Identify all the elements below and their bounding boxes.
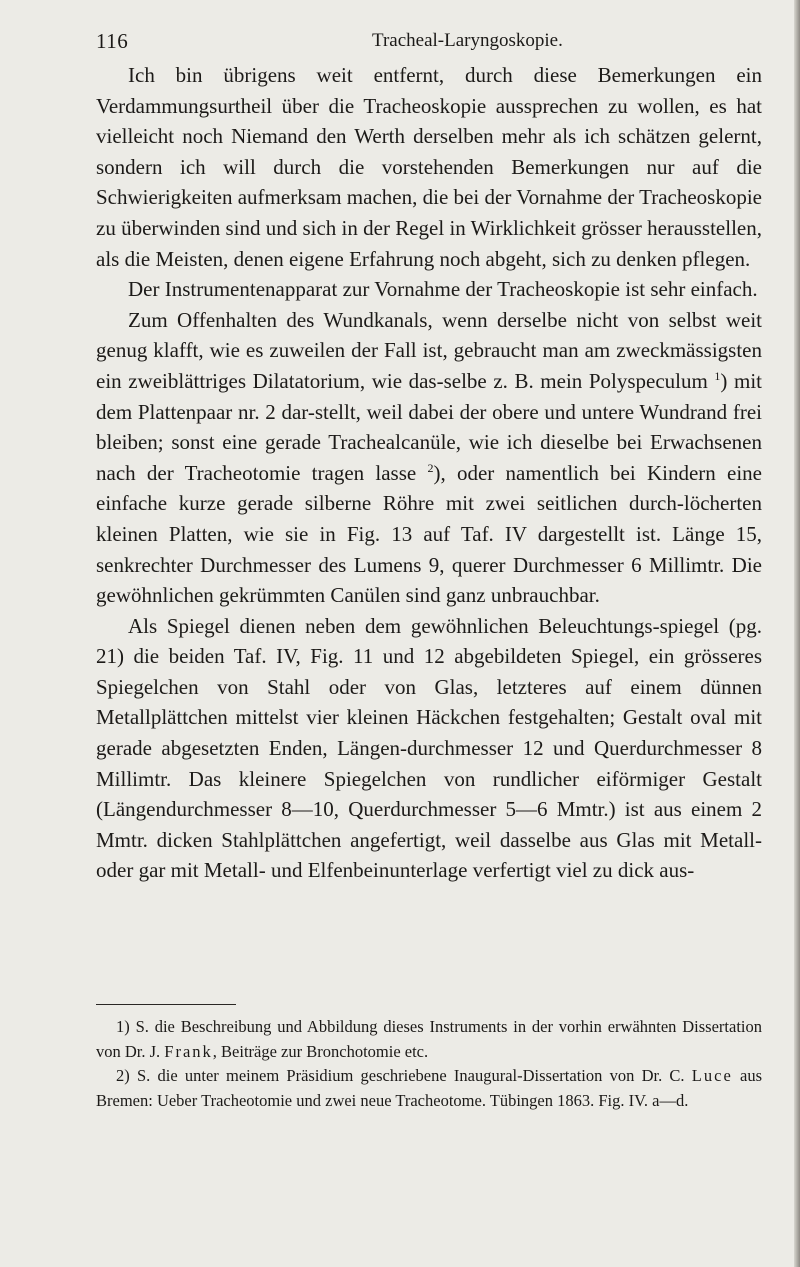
footnote-divider (96, 1004, 236, 1005)
paragraph-1: Ich bin übrigens weit entfernt, durch diese Bemerkungen ein Verdammungsurtheil über die Tracheoskopie aussprechen zu wollen, es hat vielleicht noch Niemand den Werth derselben mehr als ich schätzen gelernt, sondern ich will durch die vorstehenden Bemerkungen nur auf die Schwierigkeiten aufmerksam machen, die bei der Vornahme der Tracheoskopie zu überwinden sind und sich in der Regel in Wirklichkeit grösser herausstellen, als die Meisten, denen eigene Erfahrung noch abgeht, sich zu denken pflegen. (96, 63, 762, 271)
footnote-1-part-a: 1) S. die Beschreibung und Abbildung dieses Instruments in der vorhin erwähnten Dissertation von Dr. J. (96, 1017, 762, 1061)
running-head: Tracheal-Laryngoskopie. (372, 30, 563, 51)
footnote-ref-1: 1 (714, 368, 721, 383)
paragraph-3-part-b: ) mit dem Plattenpaar nr. 2 dar-stellt, weil dabei der obere und untere Wundrand frei bleiben; sonst eine gerade Trachealcanüle, wie ich dieselbe bei Erwachsenen nach der Tracheotomie tragen lasse (96, 368, 762, 485)
footnote-1 (96, 1015, 762, 1064)
page-number: 116 (96, 29, 129, 53)
footnote-1-author: Frank (164, 1041, 213, 1061)
paragraph-3-part-a: Zum Offenhalten des Wundkanals, wenn derselbe nicht von selbst weit genug klafft, wie es zuweilen der Fall ist, gebraucht man am zweckmässigsten ein zweiblättriges Dilatatorium, wie das-selbe z. B. mein Polyspeculum (96, 307, 762, 393)
page-edge-shadow (794, 0, 800, 1267)
paragraph-3 (96, 305, 762, 611)
footnote-2-part-b: aus Bremen: Ueber Tracheotomie und zwei neue Tracheotome. Tübingen 1863. Fig. IV. a—d. (96, 1066, 763, 1110)
footnote-2-part-a: 2) S. die unter meinem Präsidium geschriebene Inaugural-Dissertation von Dr. C. (116, 1066, 685, 1085)
footnote-1-part-b: , Beiträge zur Bronchotomie etc. (212, 1041, 429, 1061)
footnote-2-author: Luce (691, 1066, 733, 1085)
paragraph-3-part-c: ), oder namentlich bei Kindern eine einfache kurze gerade silberne Röhre mit zwei seitlichen durch-löcherten kleinen Platten, wie sie in Fig. 13 auf Taf. IV dargestellt ist. Länge 15, senkrechter Durchmesser des Lumens 9, querer Durchmesser 6 Millimtr. Die gewöhnlichen gekrümmten Canülen sind ganz unbrauchbar. (96, 460, 762, 608)
footnotes (96, 1015, 762, 1113)
footnote-ref-2: 2 (427, 460, 434, 475)
footnote-2 (96, 1064, 762, 1113)
body-text (96, 60, 762, 886)
page-header (96, 28, 762, 54)
paragraph-4: Als Spiegel dienen neben dem gewöhnlichen Beleuchtungs-spiegel (pg. 21) die beiden Taf. IV, Fig. 11 und 12 abgebildeten Spiegel, ein grösseres Spiegelchen von Stahl oder von Glas, letzteres auf einem dünnen Metallplättchen mittelst vier kleinen Häckchen festgehalten; Gestalt oval mit gerade abgesetzten Enden, Längen-durchmesser 12 und Querdurchmesser 8 Millimtr. Das kleinere Spiegelchen von rundlicher eiförmiger Gestalt (Längendurchmesser 8—10, Querdurchmesser 5—6 Mmtr.) ist aus einem 2 Mmtr. dicken Stahlplättchen angefertigt, weil dasselbe aus Glas mit Metall- oder gar mit Metall- und Elfenbeinunterlage verfertigt viel zu dick aus- (96, 613, 762, 883)
paragraph-2: Der Instrumentenapparat zur Vornahme der Tracheoskopie ist sehr einfach. (128, 277, 758, 302)
